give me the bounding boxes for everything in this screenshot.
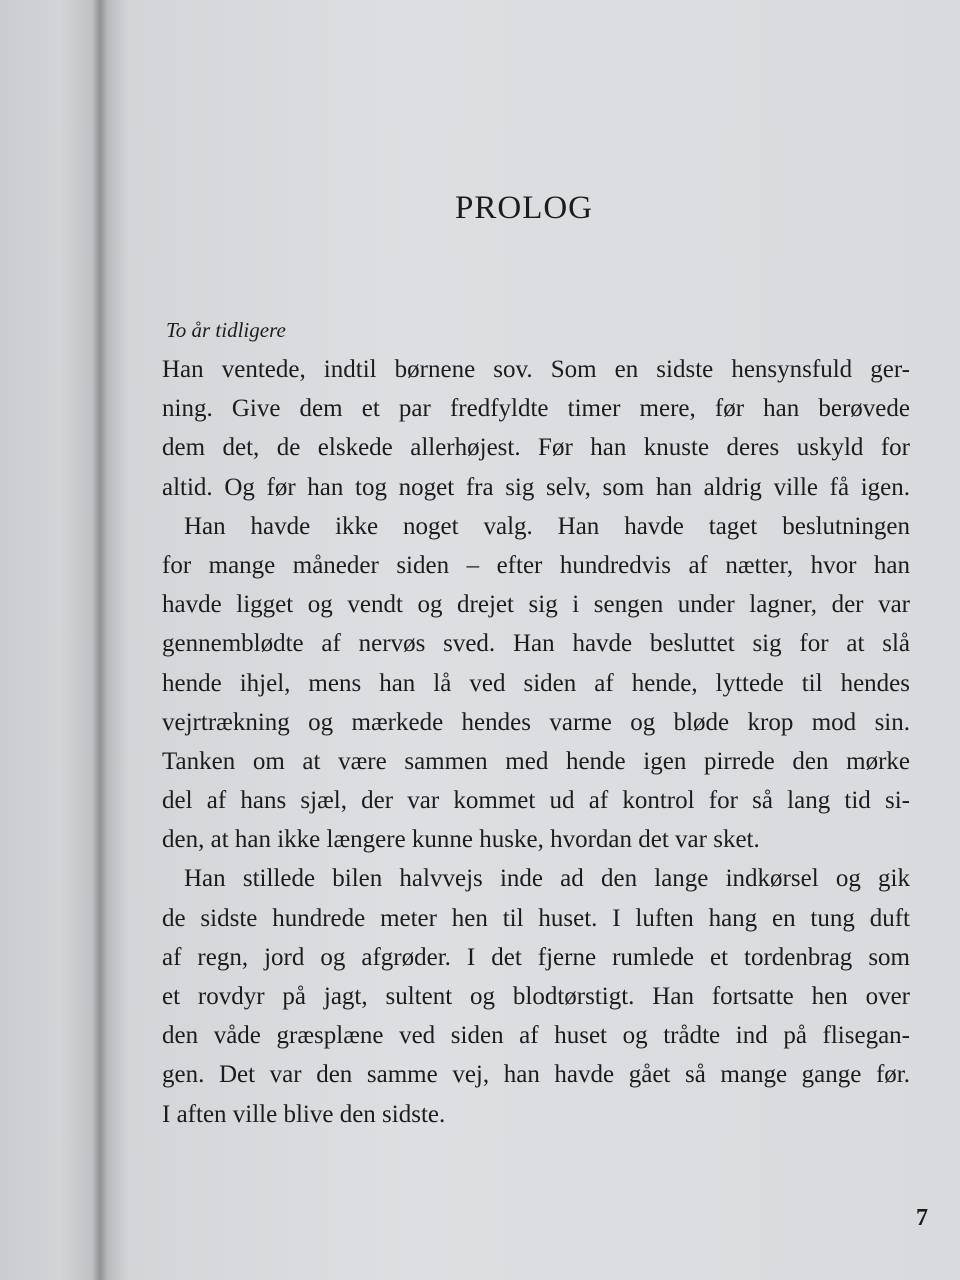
text-line: del af hans sjæl, der var kommet ud af kontrol for så lang tid si-	[162, 787, 910, 815]
text-line: Han stillede bilen halvvejs inde ad den lange indkørsel og gik	[184, 865, 910, 893]
text-line: de sidste hundrede meter hen til huset. I luften hang en tung duft	[162, 904, 910, 932]
text-line: gennemblødte af nervøs sved. Han havde besluttet sig for at slå	[162, 630, 910, 658]
text-line: den, at han ikke længere kunne huske, hvordan det var sket.	[162, 826, 760, 854]
text-line: ning. Give dem et par fredfyldte timer mere, før han berøvede	[162, 395, 910, 423]
text-line: Tanken om at være sammen med hende igen pirrede den mørke	[162, 747, 910, 775]
text-line: Han ventede, indtil børnene sov. Som en sidste hensynsfuld ger-	[162, 356, 910, 383]
text-line: hende ihjel, mens han lå ved siden af hende, lyttede til hendes	[162, 669, 910, 697]
text-line: den våde græsplæne ved siden af huset og trådte ind på flisegan-	[162, 1022, 910, 1050]
text-line: for mange måneder siden – efter hundredvis af nætter, hvor han	[162, 551, 910, 579]
body-text	[162, 350, 910, 1134]
text-line: af regn, jord og afgrøder. I det fjerne rumlede et tordenbrag som	[162, 943, 910, 971]
text-line: havde ligget og vendt og drejet sig i sengen under lagner, der var	[162, 591, 910, 619]
text-line: vejrtrækning og mærkede hendes varme og bløde krop mod sin.	[162, 708, 910, 736]
text-line: dem det, de elskede allerhøjest. Før han knuste deres uskyld for	[162, 434, 910, 462]
chapter-subtitle: To år tidligere	[166, 318, 286, 342]
text-line: I aften ville blive den sidste.	[162, 1100, 446, 1128]
page-number: 7	[916, 1205, 928, 1231]
text-line: et rovdyr på jagt, sultent og blodtørstigt. Han fortsatte hen over	[162, 983, 910, 1010]
text-line: Han havde ikke noget valg. Han havde taget beslutningen	[184, 512, 910, 540]
text-line: altid. Og før han tog noget fra sig selv, som han aldrig ville få igen.	[162, 473, 910, 501]
chapter-title: PROLOG	[455, 190, 594, 226]
text-line: gen. Det var den samme vej, han havde gået så mange gange før.	[162, 1061, 910, 1089]
